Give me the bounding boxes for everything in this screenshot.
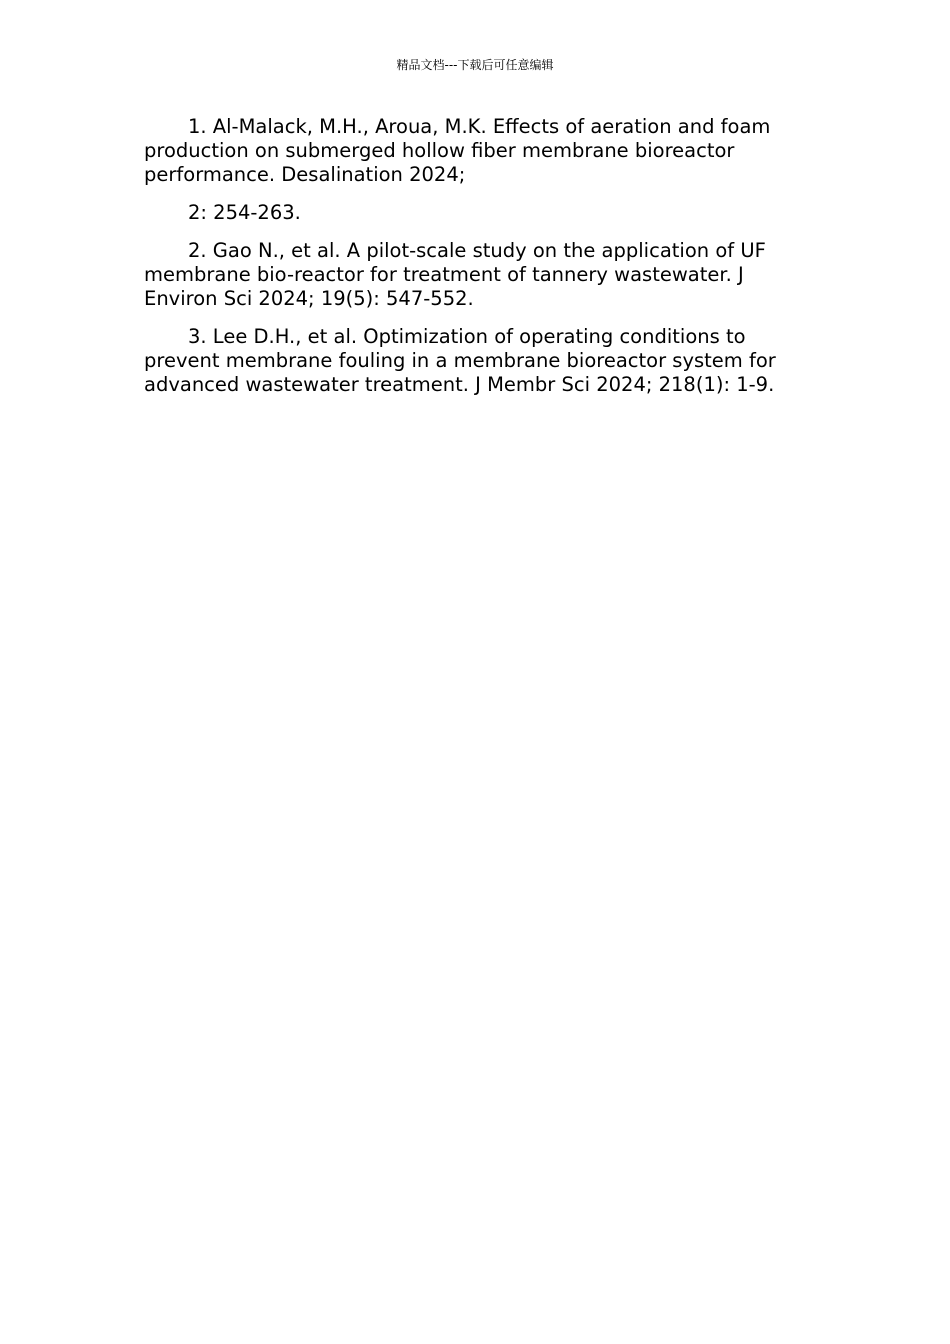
reference-item: 2. Gao N., et al. A pilot-scale study on the application of UF membrane bio-reactor for treatment of tannery wastewater. J Environ Sci 2024; 19(5): 547-552.	[144, 239, 766, 310]
reference-item: 2: 254-263.	[188, 201, 301, 224]
reference-item: 3. Lee D.H., et al. Optimization of operating conditions to prevent membrane fouling in a membrane bioreactor system for advanced wastewater treatment. J Membr Sci 2024; 218(1): 1-9.	[144, 325, 776, 396]
page-header: 精品文档---下载后可任意编辑	[396, 58, 554, 72]
reference-item: 1. Al-Malack, M.H., Aroua, M.K. Effects of aeration and foam production on submerged hollow fiber membrane bioreactor performance. Desalination 2024;	[144, 115, 771, 186]
reference-list	[144, 115, 808, 411]
